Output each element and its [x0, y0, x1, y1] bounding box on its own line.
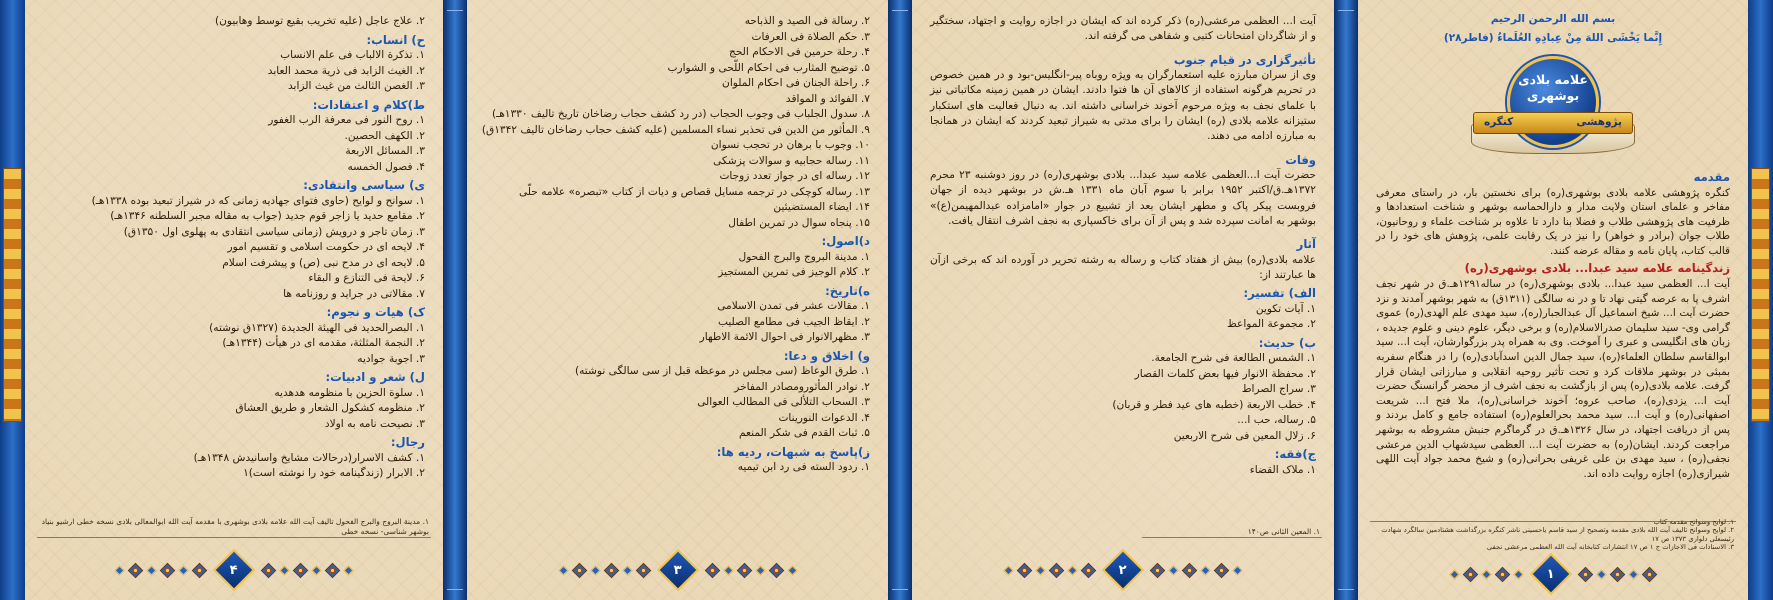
page-number-badge	[213, 549, 255, 591]
list-item: ۹. المأثور من الدین فی تحذیر نساء المسلمین (علیه کشف حجاب رضاخان تالیف ۱۳۴۲ق)	[481, 123, 870, 136]
emblem-left-label: کنگره	[1484, 116, 1514, 129]
section-heading: ب) حدیث:	[1258, 335, 1316, 350]
ornament-row	[116, 565, 205, 576]
list-item: ۱. ردود السته فی رد ابن تیمیه	[737, 461, 870, 473]
page-1-content	[1376, 12, 1730, 481]
list-item: ۱. کشف الاسرار(درحالات مشایخ واسانیدش ۱۳۴۸هـ)	[193, 451, 425, 464]
list-item: ۳. زمان تاجر و درویش (زمانی سیاسی انتقادی به پهلوی اول ۱۳۵۰ق)	[123, 225, 425, 238]
list-item: ۲. محفظة الانوار فیها بعض کلمات القصار	[1134, 367, 1316, 380]
list-item: ۷. الفوائد و المواقد	[785, 92, 870, 105]
list-item: ۶. لایحة فی التنازع و البقاء	[308, 272, 425, 284]
page-number: ۴	[230, 562, 238, 578]
works-paragraph: علامه بلادی(ره) بیش از هفتاد کتاب و رساله به رشته تحریر در آورده اند که برخی ازآن ها عبارتند از:	[930, 253, 1316, 282]
list-item: ۳. مظهرالانوار فی احوال الائمة الاطهار	[699, 331, 870, 343]
section-heading: ج)فقه:	[1274, 447, 1316, 462]
ornament-row	[263, 565, 352, 576]
list-item: ۱. الشمس الطالعة فی شرح الجامعة.	[1151, 352, 1316, 365]
list-item: ۴. رحلة حرمین فی الاحکام الحج	[728, 46, 870, 58]
emblem-ribbon	[1473, 112, 1633, 134]
section-heading: ز)پاسخ به شبهات، ردیه ها:	[716, 444, 870, 459]
left-edge-strip	[0, 0, 25, 600]
page-4-pager	[41, 554, 427, 586]
list-item: ۲. مجموعة المواعظ	[1226, 318, 1316, 331]
page-4	[25, 0, 443, 600]
list-item: ۱۲. رساله ای در جواز تعدد زوجات	[719, 170, 870, 182]
ornament-row	[1152, 565, 1241, 576]
page-3	[467, 0, 888, 600]
list-item: ۱. ملاک القضاء	[1249, 463, 1316, 476]
footnote-line: ۳. الاسنادات فی الاجازات ج ۱ ص ۱۷ انتشارات کتابخانه آیت الله العظمی مرعشی نجفی	[1486, 543, 1734, 552]
list-item: ۲. ایقاظ الجیب فی مطامع الصلیب	[717, 315, 870, 328]
death-heading: وفات	[1285, 152, 1316, 167]
ornament-row	[1580, 569, 1655, 580]
influence-heading: تأثیرگزاری در قیام جنوب	[1173, 52, 1316, 67]
death-paragraph: حضرت آیت ا...العظمی علامه سید عبدا... بلادی بوشهری(ره) در روز دوشنبه ۲۳ محرم ۱۳۷۲هـ.ق/اکتبر ۱۹۵۲ برابر با سوم آبان ماه ۱۳۳۱ هـ.ش در بوشهر دیده از جهان فروبست پیکر پاک و مطهر ایشان بعد از تشییع در جوار «امامزاده عبدالمهیمن(ع)» بوشهر به امانت سپرده شد و پس از آن برای خاکسپاری به نجف اشرف انتقال یافت.	[930, 169, 1316, 227]
page-number: ۳	[673, 562, 682, 578]
bismillah: بسم الله الرحمن الرحیم	[1490, 13, 1616, 25]
section-heading: ل) شعر و ادبیات:	[325, 370, 425, 384]
list-item: ۱. مقالات عشر فی تمدن الاسلامی	[717, 300, 870, 312]
page-1-footnotes	[1372, 518, 1734, 552]
section-heading: ی) سیاسی وانتقادی:	[303, 178, 425, 192]
list-item: ۲. الغیث الزابد فی ذریة محمد العابد	[267, 64, 425, 77]
list-item: ۴. الدعوات النورینات	[778, 411, 870, 424]
list-item: ۱. آیات تکوین	[1255, 302, 1316, 315]
list-item: ۲. علاج عاجل (علیه تخریب بقیع توسط وهابیون)	[214, 15, 425, 27]
right-edge-strip	[1748, 0, 1773, 600]
footer-rule	[1142, 537, 1322, 538]
works-heading: آثار	[1296, 237, 1316, 252]
list-item: ۲. رسالة فی الصید و الذباحه	[744, 15, 870, 27]
list-item: ۳. حکم الصلاة فی العرفات	[751, 30, 870, 43]
list-item: ۲. الابرار (زندگینامه خود را نوشته است)۱	[243, 467, 425, 479]
list-item: ۱۱. رساله حجابیه و سوالات پزشکی	[713, 154, 870, 167]
list-item: ۲. نوادر المأثورومصادر المفاخر	[734, 380, 870, 393]
section-heading: و) اخلاق و دعا:	[783, 348, 870, 363]
list-item: ۱۰. وجوب با برهان در تحجب نسوان	[710, 139, 870, 151]
page-2	[912, 0, 1334, 600]
intro-paragraph: کنگره پژوهشی علامه بلادی بوشهری(ره) برای نخستین بار، در راستای معرفی مفاخر و علمای استان ولایت مدار و دارالحماسه بوشهر و شناخت استعدادها و ظرفیت های پژوهشی طلاب و فضلا بنا دارد تا علاوه بر شناخت علماء و روحانیون، طلاب جوان (برادر و خواهر) را نیز در یک رقابت علمی، پژوهش های خود را در قالب کتاب، پایان نامه و مقاله عرضه کنند.	[1376, 186, 1730, 257]
right-edge-ornament	[1751, 168, 1770, 422]
page-2-footnote: ۱. المعین الثانی ص۱۴۰	[1247, 526, 1320, 536]
page-number-badge	[1102, 549, 1144, 591]
bio-heading: زندگینامه علامه سید عبدا... بلادی بوشهری(ره)	[1464, 261, 1730, 276]
page-2-top-paragraph: آیت ا... العظمی مرعشی(ره) ذکر کرده اند که ایشان در اجازه روایت و اجتهاد، سختگیر و از شاگردان امتحانات کتبی و شفاهی می گرفته اند.	[930, 15, 1316, 43]
section-heading: ح) انساب:	[366, 32, 425, 47]
list-item: ۳. السحاب التلألی فی المطالب العوالی	[697, 396, 870, 408]
page-number: ۱	[1547, 566, 1555, 582]
quran-verse: إِنَّما یَخْشَی اللهَ مِنْ عِبادِهِ العُلَماءُ (فاطر۲۸)	[1443, 31, 1663, 44]
list-item: ۴. لایحه ای در حکومت اسلامی و تقسیم امور	[227, 241, 425, 253]
page-2-content	[930, 14, 1316, 478]
footnote-line: ۱. لوایح وسوانح مقدمه کتاب	[1653, 517, 1734, 526]
emblem-right-label: پژوهشی	[1576, 116, 1622, 129]
page-1-pager	[1374, 558, 1732, 590]
list-item: ۵. توضیح المثارب فی احکام اللّحی و الشوارب	[667, 61, 870, 74]
gutter-divider	[888, 0, 912, 600]
list-item: ۲. مقامع حدید یا زاجر قوم جدید (جواب به مقاله مجبر السلطنه ۱۳۴۶هـ)	[110, 210, 425, 222]
list-item: ۳. المسائل الاربعة	[345, 145, 425, 157]
page-number: ۲	[1119, 562, 1127, 578]
list-item: ۶. راحلة الجنان فی احکام الملوان	[722, 77, 870, 89]
section-heading: ک) هیات و نجوم:	[326, 305, 425, 319]
list-item: ۲. الکهف الحصین.	[344, 129, 425, 142]
section-heading: ط)کلام و اعتقادات:	[312, 97, 425, 112]
page-3-content	[481, 14, 870, 476]
influence-paragraph: وی از سران مبارزه علیه استعمارگران به ویژه روباه پیر-انگلیس-بود و در همین خصوص در تحریم هرگونه استفاده از کالاهای آن ها فتوا دادند. ایشان در همین زمینه مکاتباتی نیز با علمای نجف به ویژه مرحوم آخوند خراسانی داشته اند. به دنبال فعالیت های استکبار ستیزانه علامه بلادی (ره) ایشان را برای مدتی به شیراز تبعید کردند که ایشان در همانجا به مبارزه ادامه می دهند.	[930, 69, 1316, 143]
list-item: ۷. مقالاتی در جراید و روزنامه ها	[283, 287, 425, 300]
ornament-row	[707, 565, 796, 576]
page-number-badge	[1530, 553, 1572, 595]
list-item: ۳. الغصن الثالث من غیث الزابد	[287, 80, 425, 92]
page-4-footnote: ۱. مدینة البروج والبرج الفحول تالیف آیت الله علامه بلادی بوشهری با مقدمه آیت الله ابوالمعالی بلادی نسخه خطی ارشیو بنیاد بوشهر شناسی- نسخه خطی	[41, 517, 429, 536]
list-item: ۲. منظومه کشکول الشعار و طریق العشاق	[235, 402, 425, 414]
page-1	[1358, 0, 1748, 600]
congress-emblem	[1449, 52, 1657, 166]
gutter-divider	[443, 0, 467, 600]
list-item: ۳. نصیحت نامه به اولاد	[324, 417, 425, 430]
left-edge-ornament	[3, 168, 22, 422]
ornament-row	[560, 565, 649, 576]
list-item: ۱. تذکرة الالباب فی علم الانساب	[280, 49, 425, 61]
list-item: ۱۵. پنجاه سوال در تمرین اطفال	[728, 216, 870, 229]
page-3-pager	[483, 554, 872, 586]
section-heading: رجال:	[390, 435, 425, 449]
list-item: ۳. اجوبة جوادیه	[357, 352, 425, 365]
list-item: ۴. فصول الخمسه	[347, 160, 425, 173]
list-item: ۴. خطب الاربعة (خطبه های عید فطر و قربان)	[1112, 398, 1316, 411]
list-item: ۵. ثبات القدم فی شکر المنعم	[738, 427, 870, 439]
ornament-row	[1005, 565, 1094, 576]
ornament-row	[1451, 569, 1522, 580]
section-heading: د)اصول:	[821, 234, 870, 248]
section-heading: الف) تفسیر:	[1243, 286, 1316, 301]
footer-rule	[37, 537, 431, 538]
list-item: ۲. النجمة المثلثة، مقدمه ای در هیأت (۱۳۴۴هـ)	[222, 337, 425, 349]
list-item: ۶. زلال المعین فی شرح الاربعین	[1173, 429, 1316, 442]
list-item: ۱۳. رساله کوچکی در ترجمه مسایل قصاص و دیات از کتاب «تبصره» علامه حلّی	[518, 185, 870, 198]
gutter-divider	[1334, 0, 1358, 600]
list-item: ۱. مدینة البروج والبرج الفحول	[738, 250, 870, 263]
intro-heading: مقدمه	[1693, 170, 1730, 184]
list-item: ۱. البصرالحدید فی الهیئة الجدیدة (۱۳۲۷ق نوشته)	[209, 321, 425, 334]
list-item: ۱. روح النور فی معرفة الرب الغفور	[268, 114, 425, 126]
footnote-line: ۲. لوایح وسوانح تالیف آیت الله بلادی مقدمه وتصحیح از سید قاسم یاحسینی ناشر کنگره بزرگداشت هشتادمین سالگرد شهادت رئیسعلی دلواری ۱۳۷۳ ص ۱۷	[1381, 526, 1734, 543]
list-item: ۱۴. ایضاء المستضیئین	[773, 201, 870, 213]
list-item: ۲. کلام الوجیز فی تمرین المستجیز	[718, 266, 870, 278]
works-list	[930, 286, 1316, 478]
list-item: ۱. سلوة الحزین با منظومه هدهدیه	[274, 386, 425, 399]
page-4-content	[43, 14, 425, 482]
list-item: ۳. سراج الصراط	[1241, 383, 1316, 396]
section-heading: ه)تاریخ:	[825, 283, 870, 298]
list-item: ۵. رساله، حب ا...	[1237, 414, 1316, 427]
page-number-badge	[656, 549, 698, 591]
bio-paragraph: آیت ا... العظمی سید عبدا... بلادی بوشهری(ره) در ساله۱۲۹۱هـ.ق در شهر نجف اشرف پا به عرصه گیتی نهاد تا و در نه سالگی (۱۳۱۱ق) به شهر بوشهر آمدند و نزد حضرت آیت ا... شیخ اسماعیل آل عبدالجبار(ره)، سید مهدی علم الهدی(ره) عموی گرامی وی- سید سلیمان صدرالاسلام(ره) و برخی دیگر، علوم دینی و علوم جدیده ، زبان های انگلیسی و عبری را آموخت. وی به همراه پدر بزرگوارشان، آیت ا... سید ابوالقاسم سلطان العلماء(ره)، سید جمال الدین اسدآبادی(ره) را در هنگام سفربه بمبئی در بوشهر ملاقات کرد و تحت تأثیر روحیه انقلابی و مبارزاتی ایشان قرار گرفت. علامه بلادی(ره) پس از بازگشت به نجف اشرف از محضر گرانسنگ حضرت آیت ا... یزدی(ره)، صاحب عروه؛ آخوند خراسانی(ره)، ملا فتح ا... شریعت اصفهانی(ره) و آیت ا... سید محمد بحرالعلوم(ره) استفاده جامع و کامل بردند و پس از دریافت اجتهاد، در سال ۱۳۲۶هـ.ق در گرماگرم جنبش مشروطه به بوشهر مراجعت کردند. ایشان(ره) به حضرت آیت ا... العظمی سیدشهاب الدین مرعشی نجفی(ره) ، سید مهدی بن علی غریفی بحرانی(ره) و شیخ محمد جواد آیت اللهی شیرازی(ره) اجازه روایت داده اند.	[1376, 277, 1731, 480]
list-item: ۸. سدول الجلباب فی وجوب الحجاب (در رد کشف حجاب رضاخان تاریخ تالیف ۱۳۳۰هـ)	[491, 108, 870, 120]
list-item: ۱. طرق الوعاظ (سی مجلس در موعظه قبل از سی سالگی نوشته)	[574, 365, 870, 377]
page-2-pager	[928, 554, 1318, 586]
list-item: ۱. سوانح و لوایح (حاوی فتوای جهادیه زمانی که در شیراز تبعید بوده ۱۳۳۸هـ)	[91, 194, 425, 207]
list-item: ۵. لایحه ای در مدح نبی (ص) و پیشرفت اسلام	[222, 256, 425, 269]
emblem-title: علامه بلادی بوشهری	[1518, 72, 1588, 103]
